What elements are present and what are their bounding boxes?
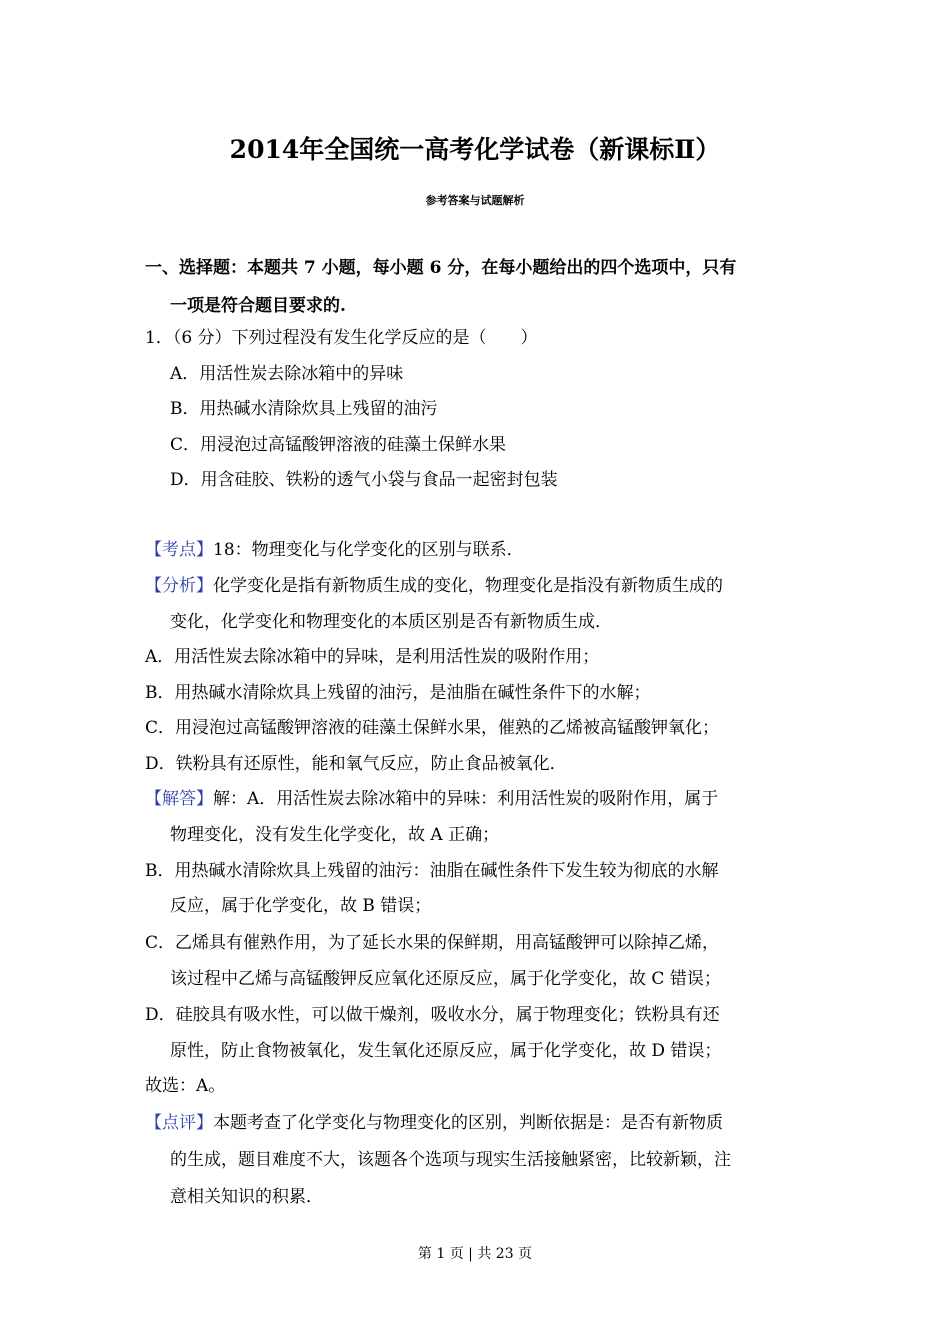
page-footer: 第 1 页 | 共 23 页 bbox=[417, 1246, 533, 1262]
fenxi-tag: 【分析】 bbox=[145, 576, 213, 596]
fenxi-line-1 bbox=[145, 572, 810, 600]
page-title: 2014年全国统一高考化学试卷（新课标Ⅱ） bbox=[229, 135, 721, 164]
fenxi-item-d: D．铁粉具有还原性，能和氧气反应，防止食品被氧化． bbox=[145, 754, 567, 774]
dianping-tag: 【点评】 bbox=[145, 1113, 213, 1133]
dianping-text-1: 本题考查了化学变化与物理变化的区别，判断依据是：是否有新物质 bbox=[213, 1113, 723, 1133]
jieda-line-a2: 物理变化，没有发生化学变化，故 A 正确； bbox=[170, 825, 500, 845]
fenxi-text-1: 化学变化是指有新物质生成的变化，物理变化是指没有新物质生成的 bbox=[213, 576, 723, 596]
jieda-line-c2: 该过程中乙烯与高锰酸钾反应氧化还原反应，属于化学变化，故 C 错误； bbox=[170, 969, 721, 989]
option-d: D．用含硅胶、铁粉的透气小袋与食品一起密封包装 bbox=[170, 470, 558, 490]
dianping-line-2: 的生成，题目难度不大，该题各个选项与现实生活接触紧密，比较新颖，注 bbox=[170, 1150, 731, 1170]
fenxi-item-c: C．用浸泡过高锰酸钾溶液的硅藻土保鲜水果，催熟的乙烯被高锰酸钾氧化； bbox=[145, 718, 720, 738]
section-heading-line-1: 一、选择题：本题共 7 小题，每小题 6 分，在每小题给出的四个选项中，只有 bbox=[145, 258, 737, 278]
jieda-tag: 【解答】 bbox=[145, 789, 213, 809]
option-a: A．用活性炭去除冰箱中的异味 bbox=[170, 364, 404, 384]
question-stem: 1．（6 分）下列过程没有发生化学反应的是（ ） bbox=[145, 328, 538, 348]
jieda-line-a1 bbox=[145, 785, 810, 813]
section-heading-line-2: 一项是符合题目要求的. bbox=[170, 296, 346, 316]
jieda-line-c1: C．乙烯具有催熟作用，为了延长水果的保鲜期，用高锰酸钾可以除掉乙烯， bbox=[145, 933, 720, 953]
dianping-line-3: 意相关知识的积累． bbox=[170, 1187, 323, 1207]
option-c: C．用浸泡过高锰酸钾溶液的硅藻土保鲜水果 bbox=[170, 435, 507, 455]
fenxi-item-b: B．用热碱水清除炊具上残留的油污，是油脂在碱性条件下的水解； bbox=[145, 683, 651, 703]
fenxi-item-a: A．用活性炭去除冰箱中的异味，是利用活性炭的吸附作用； bbox=[145, 647, 600, 667]
kaodian-tag: 【考点】 bbox=[145, 540, 213, 560]
dianping-line-1 bbox=[145, 1109, 810, 1137]
jieda-line-b1: B．用热碱水清除炊具上残留的油污：油脂在碱性条件下发生较为彻底的水解 bbox=[145, 861, 719, 881]
kaodian-line bbox=[145, 536, 810, 564]
option-b: B．用热碱水清除炊具上残留的油污 bbox=[170, 399, 438, 419]
jieda-line-d2: 原性，防止食物被氧化，发生氧化还原反应，属于化学变化，故 D 错误； bbox=[170, 1041, 722, 1061]
jieda-line-d1: D．硅胶具有吸水性，可以做干燥剂，吸收水分，属于物理变化；铁粉具有还 bbox=[145, 1005, 720, 1025]
kaodian-text: 18：物理变化与化学变化的区别与联系． bbox=[213, 540, 524, 560]
fenxi-line-2: 变化，化学变化和物理变化的本质区别是否有新物质生成． bbox=[170, 612, 612, 632]
page-subtitle: 参考答案与试题解析 bbox=[425, 194, 525, 207]
jieda-text-a1: 解：A．用活性炭去除冰箱中的异味：利用活性炭的吸附作用，属于 bbox=[213, 789, 719, 809]
jieda-line-b2: 反应，属于化学变化，故 B 错误； bbox=[170, 896, 432, 916]
jieda-answer: 故选：A。 bbox=[145, 1076, 226, 1096]
